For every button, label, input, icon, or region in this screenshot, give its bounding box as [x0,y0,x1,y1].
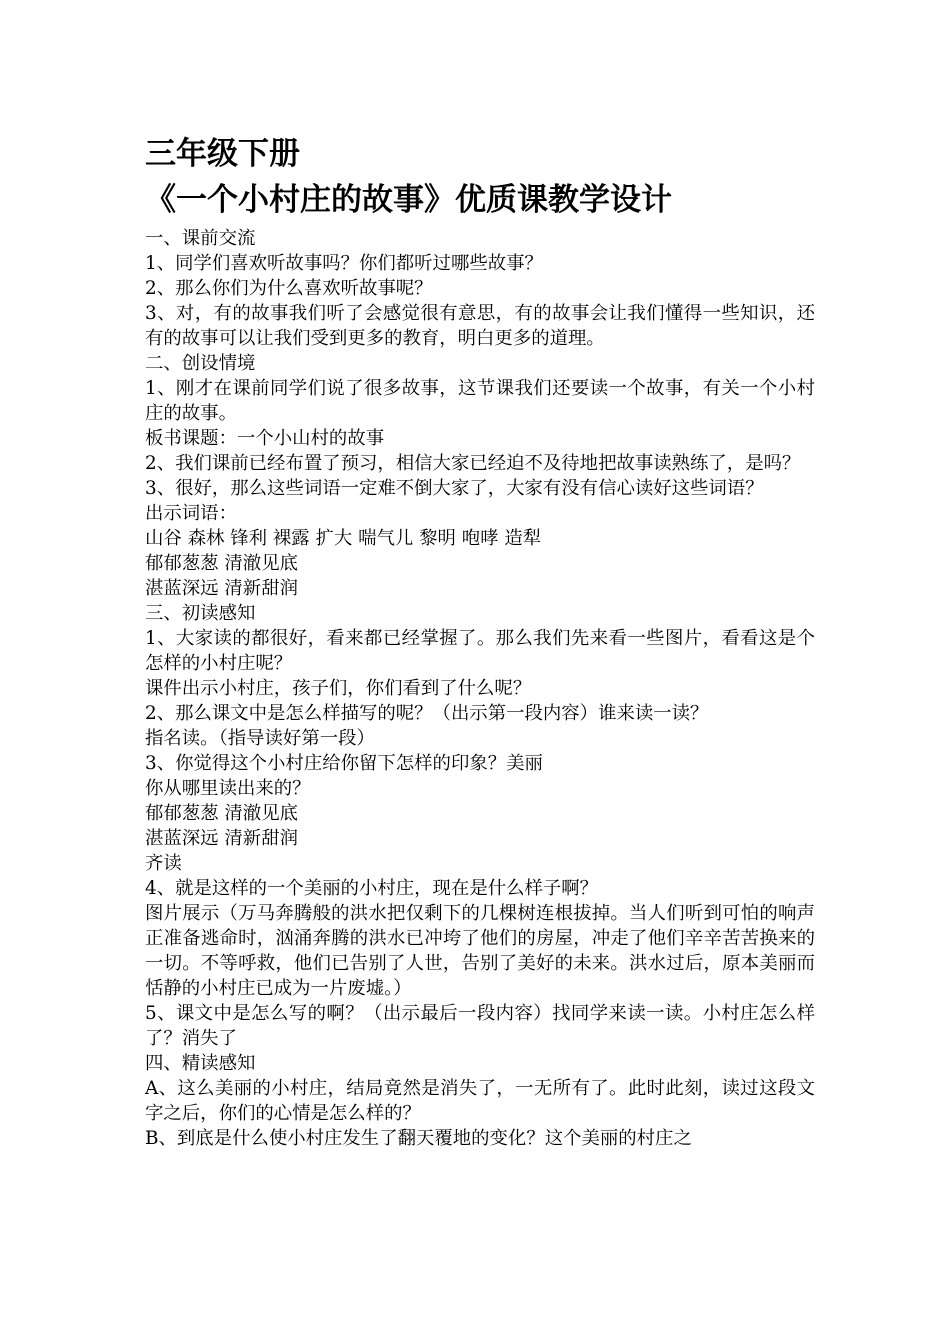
paragraph: 5、课文中是怎么写的啊？（出示最后一段内容）找同学来读一读。小村庄怎么样了？消失了 [145,1003,815,1049]
paragraph: 板书课题：一个小山村的故事 [145,428,385,449]
paragraph: 2、那么课文中是怎么样描写的呢？（出示第一段内容）谁来读一读？ [145,703,709,724]
paragraph: B、到底是什么使小村庄发生了翻天覆地的变化？这个美丽的村庄之 [145,1128,692,1149]
paragraph: A、这么美丽的小村庄，结局竟然是消失了，一无所有了。此时此刻，读过这段文字之后，你们的心情是怎么样的？ [145,1078,815,1124]
paragraph: 1、同学们喜欢听故事吗？你们都听过哪些故事？ [145,253,543,274]
paragraph: 湛蓝深远 清新甜润 [145,578,298,599]
paragraph: 1、大家读的都很好，看来都已经掌握了。那么我们先来看一些图片，看看这是个怎样的小村庄呢？ [145,628,815,674]
paragraph: 课件出示小村庄，孩子们，你们看到了什么呢？ [145,678,532,699]
paragraph: 3、很好，那么这些词语一定难不倒大家了，大家有没有信心读好这些词语？ [145,478,764,499]
document-body [145,226,815,1151]
paragraph: 郁郁葱葱 清澈见底 [145,553,298,574]
paragraph: 一、课前交流 [145,228,256,249]
document-page [145,132,815,1151]
paragraph: 山谷 森林 锋利 裸露 扩大 喘气儿 黎明 咆哮 造犁 [145,528,542,549]
paragraph: 2、那么你们为什么喜欢听故事呢？ [145,278,433,299]
paragraph: 4、就是这样的一个美丽的小村庄，现在是什么样子啊？ [145,878,599,899]
paragraph: 3、对，有的故事我们听了会感觉很有意思，有的故事会让我们懂得一些知识，还有的故事可以让我们受到更多的教育，明白更多的道理。 [145,303,815,349]
paragraph: 湛蓝深远 清新甜润 [145,828,298,849]
paragraph: 图片展示（万马奔腾般的洪水把仅剩下的几棵树连根拔掉。当人们听到可怕的响声正准备逃命时，汹涌奔腾的洪水已冲垮了他们的房屋，冲走了他们辛辛苦苦换来的一切。不等呼救，他们已告别了人世，告别了美好的未来。洪水过后，原本美丽而恬静的小村庄已成为一片废墟。） [145,903,815,999]
document-title-grade: 三年级下册 [145,136,300,172]
paragraph: 指名读。（指导读好第一段） [145,728,375,749]
paragraph: 二、创设情境 [145,353,256,374]
paragraph: 郁郁葱葱 清澈见底 [145,803,298,824]
paragraph: 你从哪里读出来的？ [145,778,311,799]
paragraph: 1、刚才在课前同学们说了很多故事，这节课我们还要读一个故事，有关一个小村庄的故事。 [145,378,815,424]
paragraph: 3、你觉得这个小村庄给你留下怎样的印象？美丽 [145,753,543,774]
document-title-lesson: 《一个小村庄的故事》优质课教学设计 [145,182,672,218]
paragraph: 出示词语： [145,503,237,524]
paragraph: 四、精读感知 [145,1053,256,1074]
paragraph: 2、我们课前已经布置了预习，相信大家已经迫不及待地把故事读熟练了，是吗？ [145,453,801,474]
paragraph: 齐读 [145,853,182,874]
paragraph: 三、初读感知 [145,603,256,624]
